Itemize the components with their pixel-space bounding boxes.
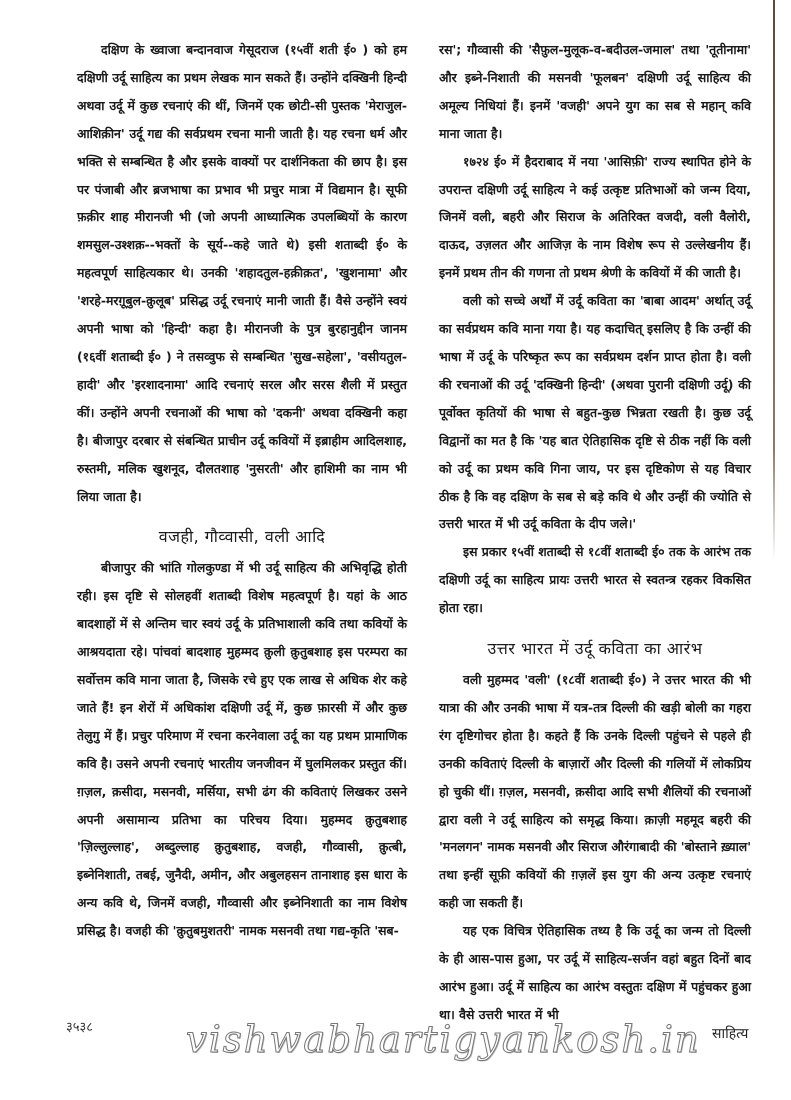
section-heading: उत्तर भारत में उर्दू कविता का आरंभ	[487, 639, 703, 659]
section-label: साहित्य	[712, 1026, 749, 1042]
page-number: ३५३८	[66, 1020, 94, 1035]
paragraph: इस प्रकार १५वीं शताब्दी से १८वीं शताब्दी ई० तक के आरंभ तक दक्षिणी उर्दू का साहित्य प्रायः उत्तरी भारत से स्वतन्त्र रहकर विकसित होता रहा।	[439, 544, 751, 616]
paragraph: यह एक विचित्र ऐतिहासिक तथ्य है कि उर्दू का जन्म तो दिल्ली के ही आस-पास हुआ, पर उर्दू में साहित्य-सर्जन वहां बहुत दिनों बाद आरंभ हुआ। उर्दू में साहित्य का आरंभ वस्तुतः दक्षिण में पहुंचकर हुआ था। वैसे उत्तरी भारत में भी	[439, 923, 751, 1022]
paragraph: बीजापुर की भांति गोलकुण्डा में भी उर्दू साहित्य की अभिवृद्धि होती रही। इस दृष्टि से सोलहवीं शताब्दी विशेष महत्वपूर्ण है। यहां के आठ बादशाहों में से अन्तिम चार स्वयं उर्दू के प्रतिभाशाली कवि तथा कवियों के आश्रयदाता रहे। पांचवां बादशाह मुहम्मद क़ुली क़ुतुबशाह इस परम्परा का सर्वोत्तम कवि माना जाता है, जिसके रचे हुए एक लाख से अधिक शेर कहे जाते हैं! इन शेरों में अधिकांश दक्षिणी उर्दू में, कुछ फ़ारसी में और कुछ तेलुगु में हैं। प्रचुर परिमाण में रचना करनेवाला उर्दू का यह प्रथम प्रामाणिक कवि है। उसने अपनी रचनाएं भारतीय जनजीवन में घुलमिलकर प्रस्तुत कीं। ग़ज़ल, क़सीदा, मसनवी, मर्सिया, सभी ढंग की कविताएं लिखकर उसने अपनी असामान्य प्रतिभा का परिचय दिया। मुहम्मद क़ुतुबशाह 'ज़िल्लुल्लाह', अब्दुल्लाह क़ुतुबशाह, वजही, गौव्वासी, क़ुत्बी, इब्नेनिशाती, तबई, जुनैदी, अमीन, और अबुलहसन तानाशाह इस धारा के अन्य कवि थे, जिनमें वजही, गौव्वासी और इब्नेनिशाती का नाम विशेष प्रसिद्ध है। वजही की 'क़ुतुबमुशतरी' नामक मसनवी तथा गद्य-कृति 'सब-	[77, 560, 407, 939]
watermark: vishwabhartigyankosh.in	[186, 1018, 701, 1061]
paragraph: वली मुहम्मद 'वली' (१८वीं शताब्दी ई०) ने उत्तर भारत की भी यात्रा की और उनकी भाषा में यत्र-तत्र दिल्ली की खड़ी बोली का गहरा रंग दृष्टिगोचर होता है। कहते हैं कि उनके दिल्ली पहुंचने से पहले ही उनकी कविताएं दिल्ली के बाज़ारों और दिल्ली की गलियों में लोकप्रिय हो चुकी थीं। ग़ज़ल, मसनवी, क़सीदा आदि सभी शैलियों की रचनाओं द्वारा वली ने उर्दू साहित्य को समृद्ध किया। क़ाज़ी महमूद बहरी की 'मनलगन' नामक मसनवी और सिराज औरंगाबादी की 'बोस्ताने ख़्याल' तथा इन्हीं सूफ़ी कवियों की ग़ज़लें इस युग की अन्य उत्कृष्ट रचनाएं कही जा सकती हैं।	[439, 672, 751, 911]
section-heading: वजही, गौव्वासी, वली आदि	[158, 527, 326, 547]
paragraph: दक्षिण के ख्वाजा बन्दानवाज गेसूदराज (१५वीं शती ई० ) को हम दक्षिणी उर्दू साहित्य का प्रथम लेखक मान सकते हैं। उन्होंने दक्खिनी हिन्दी अथवा उर्दू में कुछ रचनाएं की थीं, जिनमें एक छोटी-सी पुस्तक 'मेराजुल-आशिक़ीन' उर्दू गद्य की सर्वप्रथम रचना मानी जाती है। यह रचना धर्म और भक्ति से सम्बन्धित है और इसके वाक्यों पर दार्शनिकता की छाप है। इस पर पंजाबी और ब्रजभाषा का प्रभाव भी प्रचुर मात्रा में विद्यमान है। सूफी फ़क़ीर शाह मीरानजी भी (जो अपनी आध्यात्मिक उपलब्धियों के कारण शमसुल-उश्शक़--भक्तों के सूर्य--कहे जाते थे) इसी शताब्दी ई० के महत्वपूर्ण साहित्यकार थे। उनकी 'शहादतुल-हक़ीक़त', 'खुशनामा' और 'शरहे-मरग़ूबुल-क़ुलूब' प्रसिद्ध उर्दू रचनाएं मानी जाती हैं। वैसे उन्होंने स्वयं अपनी भाषा को 'हिन्दी' कहा है। मीरानजी के पुत्र बुरहानुद्दीन जानम (१६वीं शताब्दी ई० ) ने तसव्वुफ से सम्बन्धित 'सुख-सहेला', 'वसीयतुल-हादी' और 'इरशादनामा' आदि रचनाएं सरल और सरस शैली में प्रस्तुत कीं। उन्होंने अपनी रचनाओं की भाषा को 'दकनी' अथवा दक्खिनी कहा है। बीजापुर दरबार से संबन्धित प्राचीन उर्दू कवियों में इब्राहीम आदिलशाह, रुस्तमी, मलिक खुशनूद, दौलतशाह 'नुसरती' और हाशिमी का नाम भी लिया जाता है।	[77, 42, 407, 504]
paragraph: वली को सच्चे अर्थों में उर्दू कविता का 'बाबा आदम' अर्थात् उर्दू का सर्वप्रथम कवि माना गया है। यह कदाचित् इसलिए है कि उन्हीं की भाषा में उर्दू के परिष्कृत रूप का सर्वप्रथम दर्शन प्राप्त होता है। वली की रचनाओं की उर्दू 'दक्खिनी हिन्दी' (अथवा पुरानी दक्षिणी उर्दू) की पूर्वोक्त कृतियों की भाषा से बहुत-कुछ भिन्नता रखती है। कुछ उर्दू विद्वानों का मत है कि 'यह बात ऐतिहासिक दृष्टि से ठीक नहीं कि वली को उर्दू का प्रथम कवि गिना जाय, पर इस दृष्टिकोण से यह विचार ठीक है कि वह दक्षिण के सब से बड़े कवि थे और उन्हीं की ज्योति से उत्तरी भारत में भी उर्दू कविता के दीप जले।'	[439, 293, 751, 532]
paragraph: रस'; गौव्वासी की 'सैफ़ुल-मुलूक-व-बदीउल-जमाल' तथा 'तूतीनामा' और इब्ने-निशाती की मसनवी 'फूलबन' दक्षिणी उर्दू साहित्य की अमूल्य निधियां हैं। इनमें 'वजही' अपने युग का सब से महान् कवि माना जाता है।	[439, 42, 751, 141]
left-column	[77, 36, 407, 945]
page-edge-line	[773, 0, 775, 560]
paragraph: १७२४ ई० में हैदराबाद में नया 'आसिफ़ी' राज्य स्थापित होने के उपरान्त दक्षिणी उर्दू साहित्य ने कई उत्कृष्ट प्रतिभाओं को जन्म दिया, जिनमें वली, बहरी और सिराज के अतिरिक्त वजदी, वली वैलोरी, दाऊद, उज़लत और आजिज़ के नाम विशेष रूप से उल्लेखनीय हैं। इनमें प्रथम तीन की गणना तो प्रथम श्रेणी के कवियों में की जाती है।	[439, 153, 751, 281]
right-column	[439, 36, 751, 1029]
